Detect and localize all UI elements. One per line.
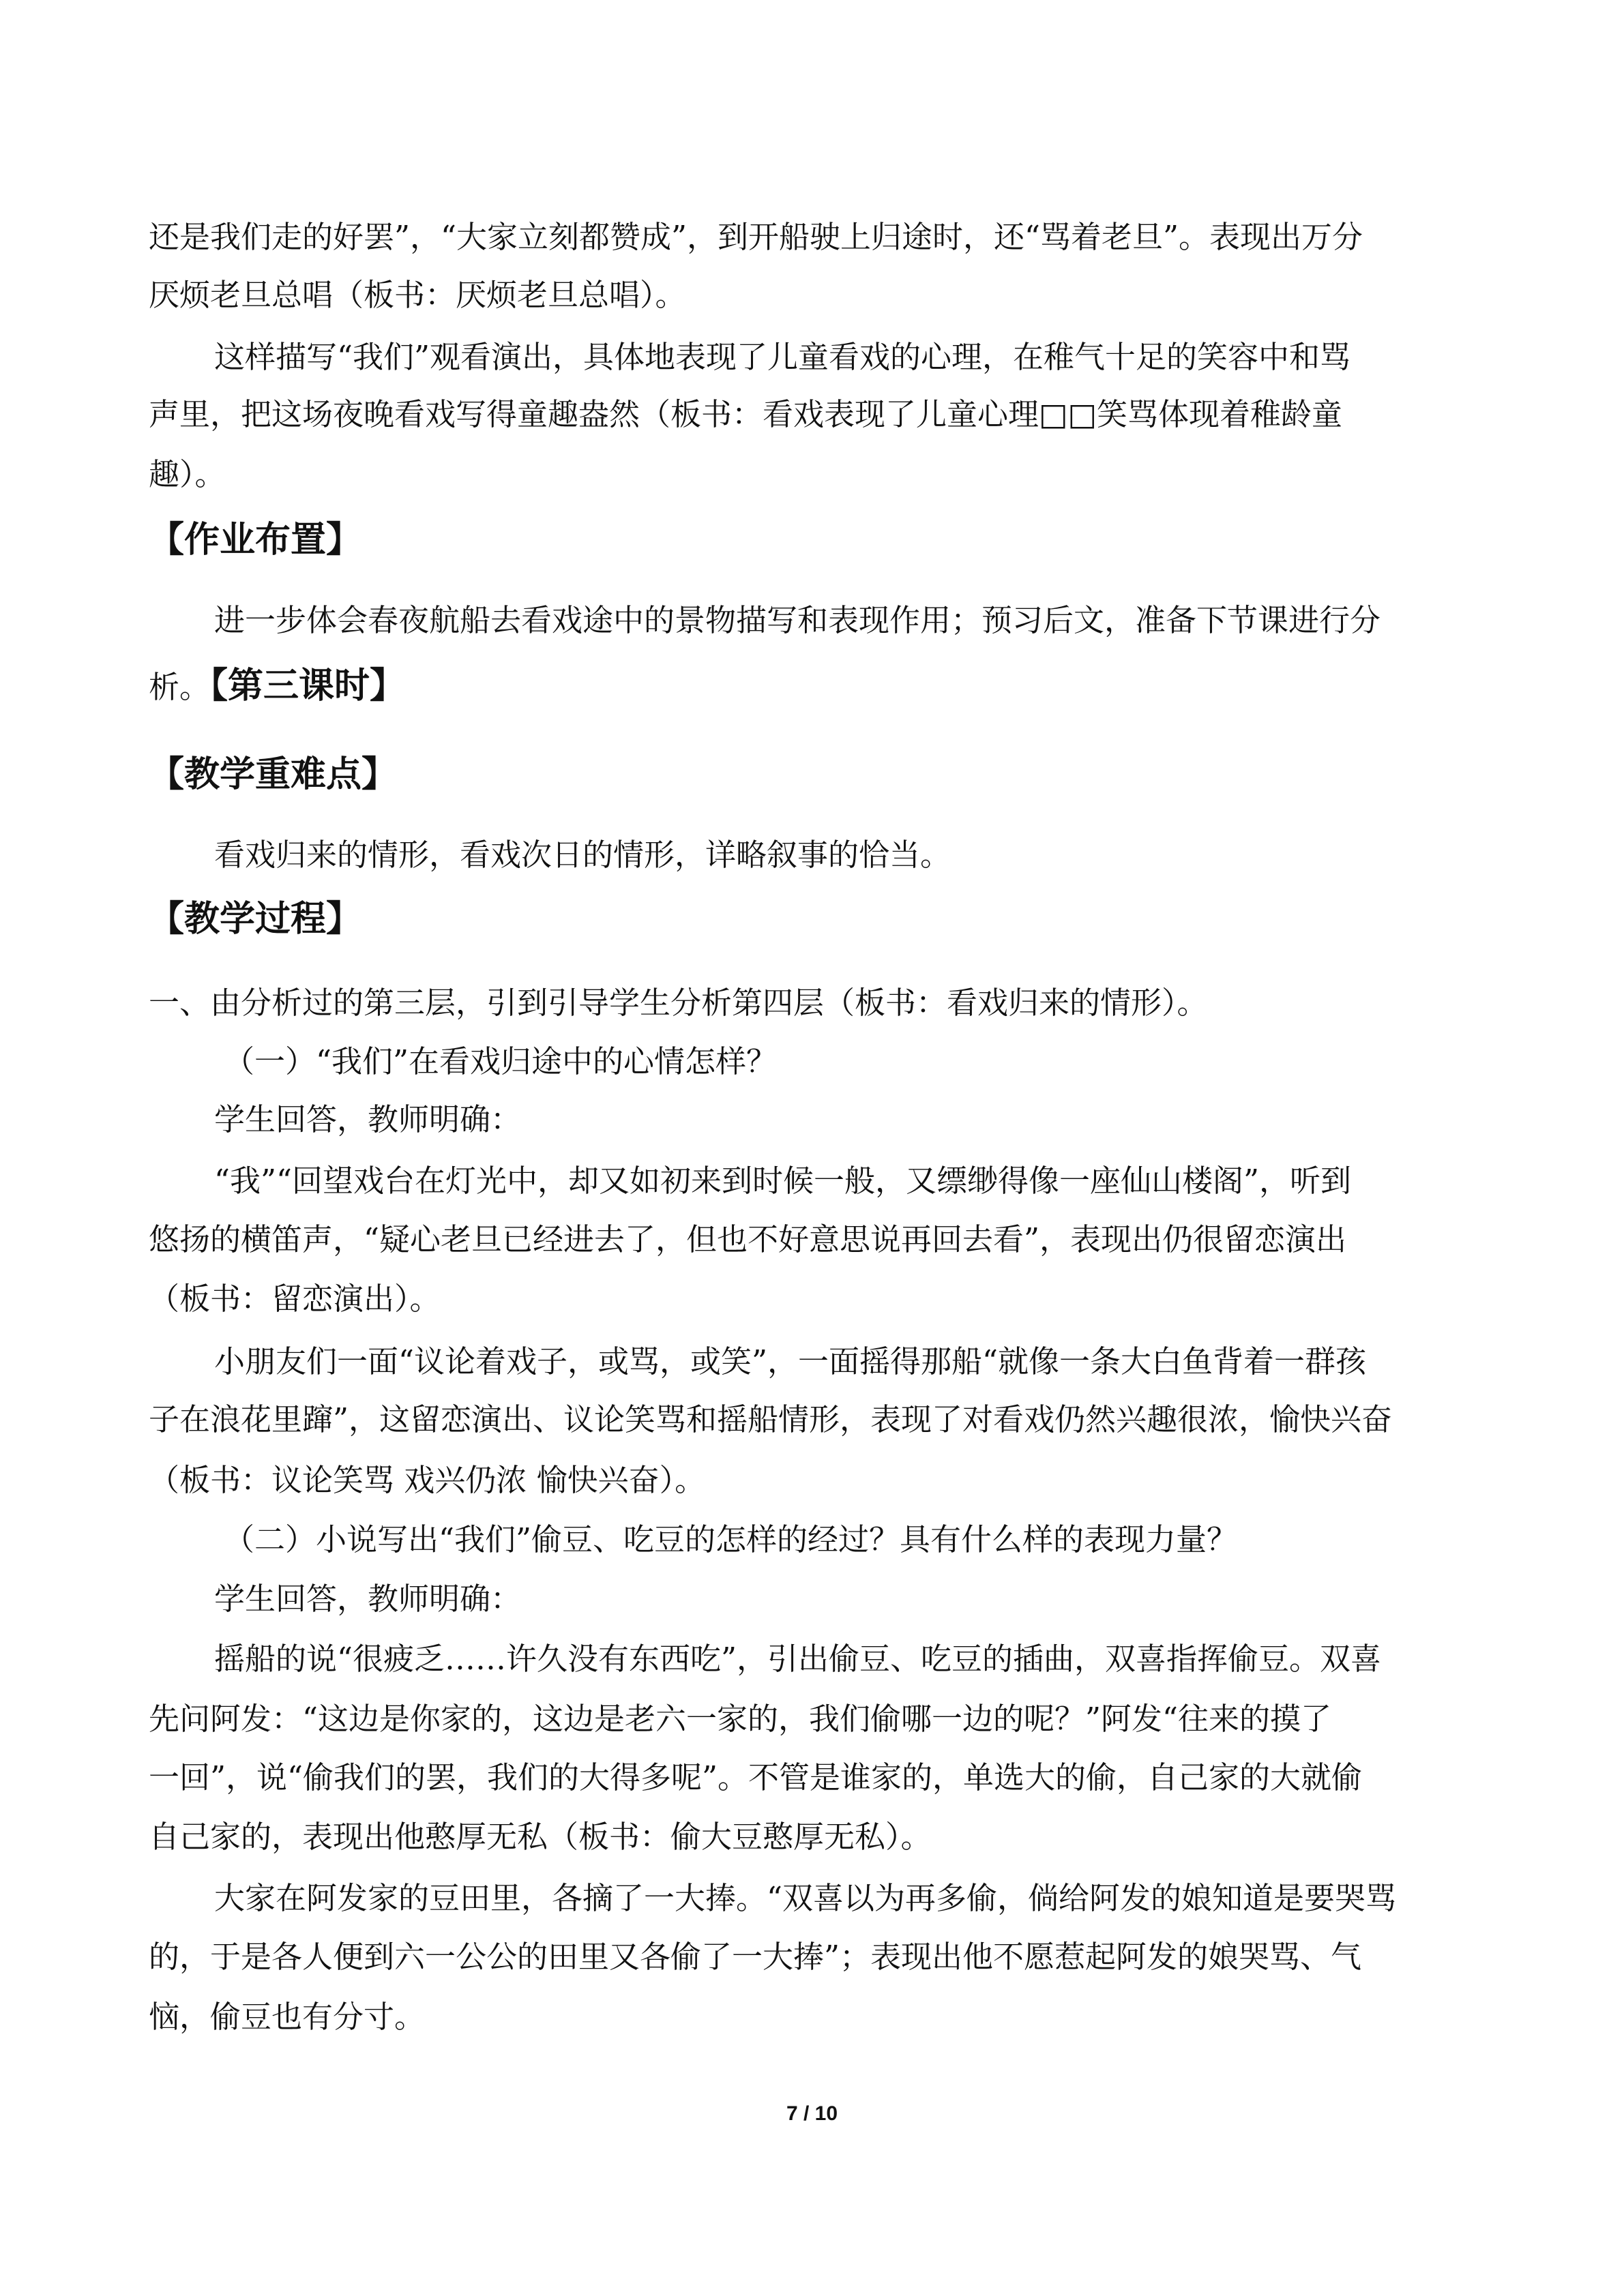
paragraph-line: 一、由分析过的第三层，引到引导学生分析第四层（板书：看戏归来的情形）。 — [149, 985, 1208, 1021]
paragraph-line: 还是我们走的好罢”，“大家立刻都赞成”，到开船驶上归途时，还“骂着老旦”。表现出万分 — [149, 219, 1363, 255]
paragraph-line: （一）“我们”在看戏归途中的心情怎样？ — [224, 1043, 778, 1079]
page-number: 7 / 10 — [786, 2102, 838, 2125]
paragraph-line: 进一步体会春夜航船去看戏途中的景物描写和表现作用；预习后文，准备下节课进行分 — [214, 602, 1381, 638]
section-heading-process: 【教学过程】 — [149, 899, 362, 940]
paragraph-line: 趣）。 — [149, 456, 226, 492]
paragraph-line: 看戏归来的情形，看戏次日的情形，详略叙事的恰当。 — [214, 837, 951, 873]
section-heading-lesson3: 【第三课时】 — [210, 666, 406, 706]
paragraph-line: 大家在阿发家的豆田里，各摘了一大捧。“双喜以为再多偷，倘给阿发的娘知道是要哭骂 — [214, 1880, 1397, 1916]
paragraph-line: （板书：议论笑骂 戏兴仍浓 愉快兴奋）。 — [149, 1462, 706, 1498]
paragraph-line: 的，于是各人便到六一公公的田里又各偷了一大捧”；表现出他不愿惹起阿发的娘哭骂、气 — [149, 1939, 1362, 1975]
paragraph-line: 学生回答，教师明确： — [214, 1581, 522, 1617]
paragraph-line: 声里，把这场夜晚看戏写得童趣盎然（板书：看戏表现了儿童心理□□笑骂体现着稚龄童 — [149, 396, 1343, 432]
paragraph-line: 一回”，说“偷我们的罢，我们的大得多呢”。不管是谁家的，单选大的偷，自己家的大就偷 — [149, 1759, 1363, 1795]
paragraph-line: （二）小说写出“我们”偷豆、吃豆的怎样的经过？具有什么样的表现力量？ — [224, 1521, 1238, 1557]
paragraph-line: 厌烦老旦总唱（板书：厌烦老旦总唱）。 — [149, 277, 686, 313]
paragraph-line-with-heading — [149, 666, 1486, 708]
section-heading-homework: 【作业布置】 — [149, 520, 362, 561]
paragraph-line: 摇船的说“很疲乏……许久没有东西吃”，引出偷豆、吃豆的插曲，双喜指挥偷豆。双喜 — [214, 1641, 1382, 1677]
paragraph-line: 这样描写“我们”观看演出，具体地表现了儿童看戏的心理，在稚气十足的笑容中和骂 — [214, 339, 1351, 375]
paragraph-line: 小朋友们一面“议论着戏子，或骂，或笑”，一面摇得那船“就像一条大白鱼背着一群孩 — [214, 1343, 1367, 1380]
paragraph-line: 悠扬的横笛声，“疑心老旦已经进去了，但也不好意思说再回去看”，表现出仍很留恋演出 — [149, 1221, 1347, 1257]
paragraph-line: 析。 — [149, 669, 211, 705]
paragraph-line: （板书：留恋演出）。 — [149, 1281, 441, 1317]
paragraph-line: 先问阿发：“这边是你家的，这边是老六一家的，我们偷哪一边的呢？”阿发“往来的摸了 — [149, 1701, 1332, 1737]
section-heading-keypoints: 【教学重难点】 — [149, 754, 398, 795]
paragraph-line: “我”“回望戏台在灯光中，却又如初来到时候一般，又缥缈得像一座仙山楼阁”，听到 — [214, 1163, 1352, 1199]
paragraph-line: 学生回答，教师明确： — [214, 1101, 522, 1137]
paragraph-line: 恼，偷豆也有分寸。 — [149, 1999, 426, 2035]
paragraph-line: 自己家的，表现出他憨厚无私（板书：偷大豆憨厚无私）。 — [149, 1819, 932, 1855]
paragraph-line: 子在浪花里蹿”，这留恋演出、议论笑骂和摇船情形，表现了对看戏仍然兴趣很浓，愉快兴奋 — [149, 1401, 1393, 1437]
